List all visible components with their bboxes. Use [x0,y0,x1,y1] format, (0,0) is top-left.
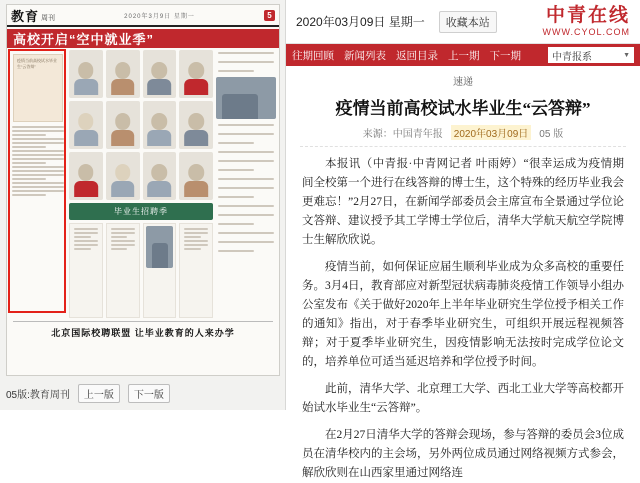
column-center[interactable] [69,50,213,318]
publication-select[interactable] [548,47,634,63]
illustration-figure [106,50,140,98]
illustration-figure [69,101,103,149]
newspaper-page[interactable] [6,4,280,376]
illustration-figure [143,152,177,200]
nav-item-back-to-index[interactable]: 返回目录 [396,49,438,62]
illustration-figure [143,101,177,149]
selection-highlight-box [8,49,66,313]
column-left[interactable] [10,50,66,318]
illustration-banner: 毕业生招聘季 [69,203,213,220]
article-date: 2020年03月09日 [451,125,532,140]
newspaper-headline: 高校开启“空中就业季” [7,29,279,48]
illustration-figure [106,152,140,200]
nav-item-next-issue[interactable]: 下一期 [489,49,521,62]
brand-name: 中青在线 [545,5,630,26]
illustration-figure [106,101,140,149]
publication-select-value: 中青报系 [552,51,592,63]
prev-page-button[interactable]: 上一版 [78,384,120,403]
illustration-figure [179,50,213,98]
page-toolbar[interactable] [6,380,279,406]
newspaper-columns [7,50,279,318]
newspaper-preview-pane[interactable] [0,0,286,410]
article-photo [146,226,174,268]
article-page: 05 版 [539,129,564,140]
page-label: 05版:教育周刊 [6,389,70,401]
sidebar-article-note: 疫情当前高校试水毕业生“云答辩” [13,54,63,122]
nav-item-prev-issue[interactable]: 上一期 [448,49,480,62]
article-source: 来源：中国青年报 [362,129,443,140]
article-title: 疫情当前高校试水毕业生“云答辩” [335,99,591,118]
nav-item-archive[interactable]: 往期回顾 [292,49,334,62]
masthead-subtitle: 周刊 [41,15,56,22]
illustration-figure [69,50,103,98]
page-number-badge: 5 [264,10,275,21]
article-body [286,147,640,483]
article-paragraph: 此前，清华大学、北京理工大学、西北工业大学等高校都开始试水毕业生“云答辩”。 [302,382,624,414]
masthead-title: 教育 [11,9,40,24]
newspaper-masthead [7,5,279,27]
illustration-figure [179,101,213,149]
next-page-button[interactable]: 下一版 [128,384,170,403]
text-block [106,223,140,318]
channel-label: 速递 [453,77,473,88]
brand-url: WWW.CYOL.COM [542,27,630,37]
site-header [286,0,640,44]
text-block [69,223,103,318]
text-block [179,223,213,318]
masthead-date: 2020年3月9日 星期一 [124,14,195,20]
newspaper-footer-headline: 北京国际校聘联盟 让毕业教育的人来办学 [13,321,273,339]
article-paragraph: 在2月27日清华大学的答辩会现场，参与答辩的委员会3位成员在清华校内的主会场，另外两位成员通过网络视频方式参会，解欣欣则在山西家里通过网络连 [302,428,624,479]
article-text-grid [69,223,213,318]
nav-item-news-list[interactable]: 新闻列表 [344,49,386,62]
article-meta [300,125,626,147]
masthead-page [264,10,275,21]
text-block [143,223,177,318]
header-date: 2020年03月09日 星期一 [296,15,425,29]
site-logo[interactable] [543,6,631,37]
article-pane [286,0,640,479]
illustration-figure [179,152,213,200]
collect-site-button[interactable]: 收藏本站 [439,11,497,33]
article-photo [216,77,276,119]
article-paragraph: 本报讯（中青报·中青网记者 叶雨婷）“很幸运成为疫情期间全校第一个进行在线答辩的博士生，这个特殊的经历毕业我会更难忘！”2月27日，在新闻学部委员会主席宣布全景通过学位论文答辩、建议授予其工学博士学位后，清华大学航天航空学院博士生解欣欣说。 [302,158,624,246]
main-nav[interactable] [286,44,640,66]
article-paragraph: 疫情当前，如何保证应届生顺利毕业成为众多高校的重要任务。3月4日，教育部应对新型冠状病毒肺炎疫情工作领导小组办公室发布《关于做好2020年上半年毕业研究生学位授予相关工作的通知》指出，对于春季毕业研究生，可组织开展远程视频答辩；对于夏季毕业研究生，因疫情影响无法按时完成学位论文的，培养单位可适当延迟培养和学位授予时间。 [302,260,624,368]
illustration-figure [143,50,177,98]
illustration-figure [69,152,103,200]
chevron-down-icon: ▼ [623,51,630,59]
column-right[interactable] [216,50,276,318]
illustration-grid [69,50,213,200]
